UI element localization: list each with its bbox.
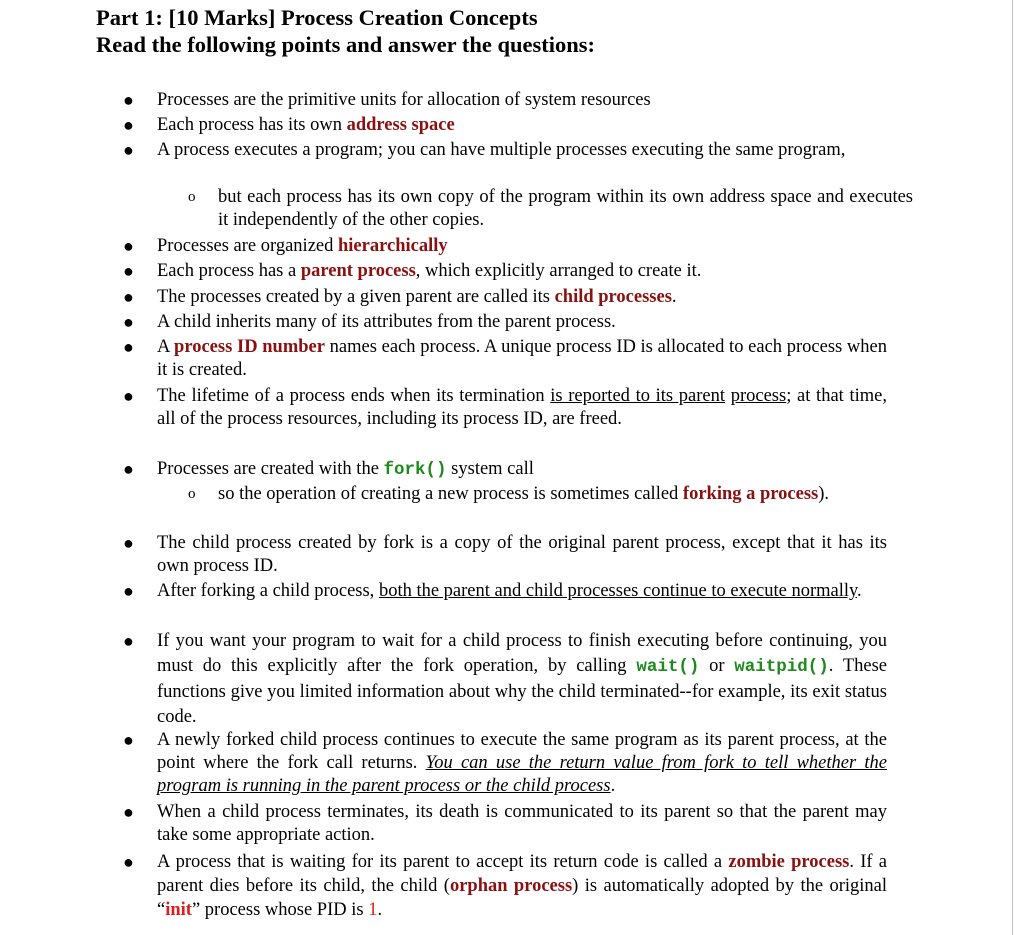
page-title: Part 1: [10 Marks] Process Creation Concepts: [96, 5, 538, 30]
item-text: system call: [446, 459, 534, 479]
list-item: [123, 385, 887, 431]
list-item: [123, 311, 887, 334]
underlined-text: process: [730, 386, 787, 406]
code-fork: fork(): [383, 460, 447, 480]
term-orphan-process: orphan process: [449, 876, 573, 896]
bullet-icon: ●: [123, 140, 134, 160]
item-text: Processes are created with the: [157, 459, 384, 479]
list-item: [123, 89, 887, 112]
term-process-id: process ID number: [174, 337, 325, 357]
item-text: Each process has its own: [157, 115, 347, 135]
list-item: [123, 114, 887, 137]
sub-list-item: [188, 483, 886, 506]
bullet-icon: ●: [123, 386, 134, 406]
term-zombie-process: zombie process: [728, 852, 850, 872]
code-wait: wait(): [636, 657, 700, 677]
item-text: .: [610, 776, 616, 796]
list-item: [123, 850, 887, 922]
item-text: The processes created by a given parent are called its: [157, 287, 555, 307]
item-text: A newly forked child process continues to execute the same program as its parent process, at the point where the fork call returns.: [157, 730, 887, 773]
item-text: If you want your program to wait for a child process to finish executing before continuing, you must do this explicitly after the fork operation, by calling: [157, 631, 887, 676]
bullet-icon: ●: [123, 337, 134, 357]
bullet-icon: ●: [123, 90, 134, 110]
underlined-text: is reported to its parent: [550, 386, 726, 406]
page-border: [1012, 0, 1013, 935]
list-item: [123, 629, 888, 730]
item-text: .: [857, 581, 862, 601]
item-text: but each process has its own copy of the program within its own address space and executes it independently of the other copies.: [218, 187, 913, 230]
list-item: [123, 260, 887, 283]
underlined-text: both the parent and child processes continue to execute normally: [378, 581, 858, 601]
item-text: so the operation of creating a new process is sometimes called: [218, 484, 683, 504]
item-text: A: [157, 337, 175, 357]
item-text: When a child process terminates, its death is communicated to its parent so that the parent may take some appropriate action.: [157, 802, 887, 845]
item-text: , which explicitly arranged to create it.: [415, 261, 702, 281]
list-item: [123, 729, 887, 798]
term-parent-process: parent process: [300, 261, 416, 281]
item-text: The lifetime of a process ends when its termination: [157, 386, 551, 406]
bullet-icon: ●: [123, 459, 134, 479]
item-text: Processes are organized: [157, 236, 338, 256]
item-text: After forking a child process,: [157, 581, 379, 601]
bullet-icon: ●: [123, 730, 134, 750]
term-init: init: [165, 900, 192, 920]
sub-list-item: [188, 186, 913, 232]
term-pid-1: 1: [368, 900, 378, 920]
item-text: A process that is waiting for its parent to accept its return code is called a: [157, 852, 729, 872]
item-text: .: [671, 287, 677, 307]
bullet-icon: ●: [123, 115, 134, 135]
term-child-processes: child processes: [554, 287, 672, 307]
item-text: ” process whose PID is: [191, 900, 369, 920]
item-text: A process executes a program; you can have multiple processes executing the same program,: [157, 140, 846, 160]
bullet-icon: ●: [123, 802, 134, 822]
item-text: .: [377, 900, 383, 920]
item-text: ) is automatically adopted by the original “: [157, 876, 887, 920]
list-item: [123, 458, 887, 482]
list-item: [123, 286, 887, 309]
item-text: The child process created by fork is a copy of the original parent process, except that it has its own process ID.: [157, 533, 887, 576]
item-text: ; at that time, all of the process resources, including its process ID, are freed.: [157, 386, 887, 429]
item-text: ).: [818, 484, 830, 504]
item-text: . These functions give you limited information about why the child terminated--for example, its exit status code.: [157, 656, 888, 727]
list-item: [123, 139, 887, 162]
list-item: [123, 336, 888, 382]
term-forking-a-process: forking a process: [682, 484, 819, 504]
bullet-icon: ●: [123, 287, 134, 307]
bullet-icon: ●: [123, 236, 134, 256]
item-text: or: [699, 656, 735, 676]
item-text: Processes are the primitive units for allocation of system resources: [157, 90, 651, 110]
code-waitpid: waitpid(): [734, 657, 829, 677]
bullet-icon: ●: [123, 261, 134, 281]
item-text: Each process has a: [157, 261, 301, 281]
list-item: [123, 235, 887, 258]
bullet-icon: ●: [123, 312, 134, 332]
list-item: [123, 532, 887, 578]
sub-bullet-icon: o: [188, 189, 196, 205]
bullet-icon: ●: [123, 581, 134, 601]
list-item: [123, 580, 887, 603]
underlined-italic-text: You can use the return value from fork to tell whether the program is running in the parent process or the child process: [157, 753, 887, 796]
sub-bullet-icon: o: [188, 486, 196, 502]
bullet-icon: ●: [123, 533, 134, 553]
item-text: names each process. A unique process ID is allocated to each process when it is created.: [157, 337, 888, 380]
list-item: [123, 801, 887, 847]
item-text: A child inherits many of its attributes from the parent process.: [157, 312, 616, 332]
term-hierarchically: hierarchically: [338, 236, 448, 256]
page-subtitle: Read the following points and answer the questions:: [96, 32, 596, 57]
bullet-icon: ●: [123, 852, 134, 872]
bullet-icon: ●: [123, 631, 134, 651]
term-address-space: address space: [346, 115, 455, 135]
item-text: . If a parent dies before its child, the child (: [157, 852, 887, 896]
